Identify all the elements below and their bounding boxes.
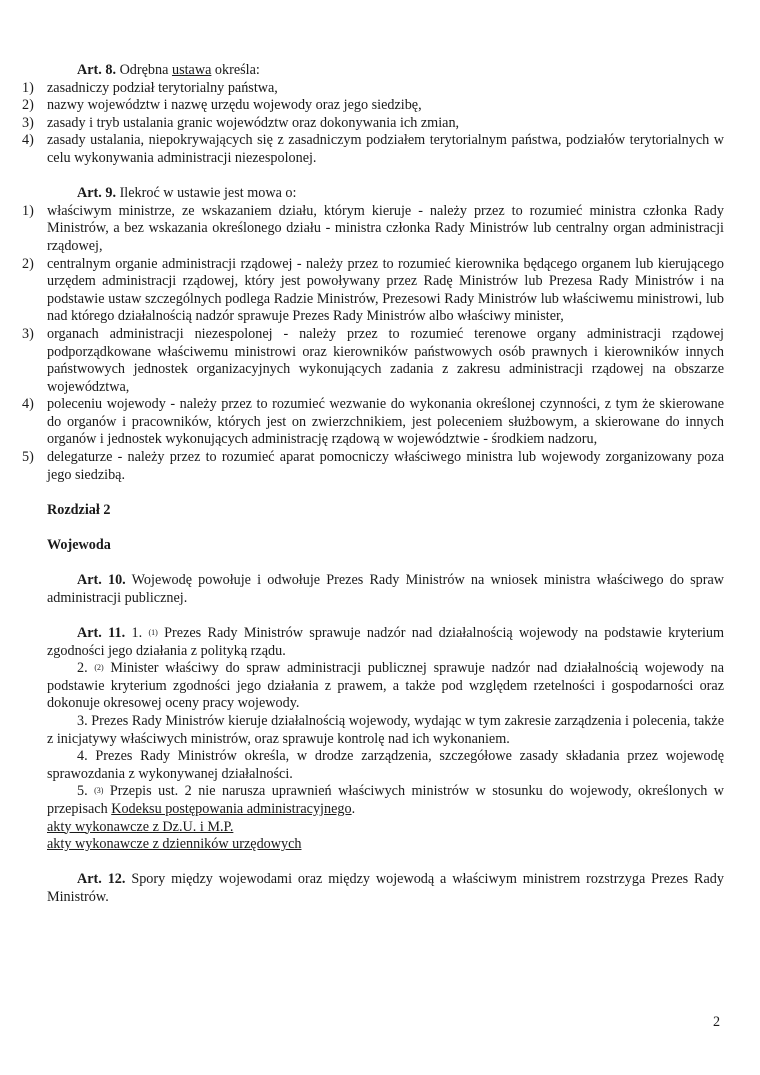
list-text: zasadniczy podział terytorialny państwa, [47, 79, 278, 96]
art11-p2-num: 2. [77, 660, 88, 677]
art11-p1-num: 1. [131, 625, 143, 641]
list-number: 3) [22, 325, 34, 342]
footnote-1: (1) [148, 628, 158, 637]
list-text: poleceniu wojewody - należy przez to rozumieć wezwanie do wykonania określonej czynności, z tym że skierowane do organów i pracowników, których jest on zwierzchnikiem, jest poleceniem służbowym, a skierowane do innych organów i jednostek wykonujących administrację rządową w województwie - środkiem nadzoru, [47, 396, 724, 448]
list-item [22, 449, 724, 484]
list-item [22, 326, 724, 396]
acts-links-1-wrap [22, 819, 724, 837]
list-number: 1) [22, 202, 34, 219]
list-text: właściwym ministrze, ze wskazaniem działu, którym kieruje - należy przez to rozumieć ministra członka Rady Ministrów, a bez wskazania określonego działu - ministra członka Rady Ministrów lub centralny organ administracji rządowej, [47, 202, 724, 254]
kpa-link[interactable]: Kodeksu postępowania administracyjnego [111, 800, 352, 817]
art11-p5-num: 5. [77, 783, 88, 800]
art9-label: Art. 9. [77, 185, 117, 202]
footnote-2: (2) [94, 663, 104, 673]
art12-text: Spory między wojewodami oraz między wojewodą a właściwym ministrem rozstrzyga Prezes Rady Ministrów. [47, 871, 724, 905]
list-text: zasady i tryb ustalania granic województw oraz dokonywania ich zmian, [47, 114, 460, 131]
acts-links-2-wrap [22, 836, 724, 854]
acts-official-journals-link[interactable]: akty wykonawcze z dzienników urzędowych [47, 836, 302, 853]
art10 [22, 572, 724, 607]
art11-p3: 3. Prezes Rady Ministrów kieruje działalnością wojewody, wydając w tym zakresie zarządzenia i polecenia, także z inicjatywy właściwych ministrów, oraz sprawuje kontrolę nad ich wykonaniem. [47, 712, 724, 747]
list-number: 2) [22, 97, 34, 114]
list-text: organach administracji niezespolonej - należy przez to rozumieć terenowe organy administracji rządowej podporządkowane właściwemu ministrowi oraz kierowników państwowych osób prawnych i kierowników innych państwowych jednostek organizacyjnych wykonujących zadania z zakresu administracji rządowej na obszarze województwa, [47, 325, 724, 395]
list-item [22, 256, 724, 326]
page-number: 2 [713, 1014, 721, 1030]
art8-intro-pre: Odrębna [119, 62, 169, 78]
art11-p5-text: Przepis ust. 2 nie narusza uprawnień właściwych ministrów w stosunku do wojewody, określonych w przepisach [47, 783, 724, 817]
list-number: 1) [22, 79, 34, 96]
art11-label: Art. 11. [77, 625, 126, 641]
art9-intro [22, 185, 724, 203]
list-text: nazwy województw i nazwę urzędu wojewody oraz jego siedzibę, [47, 97, 422, 114]
ustawa-link[interactable]: ustawa [171, 62, 212, 78]
art8-intro [22, 62, 724, 80]
list-number: 2) [22, 255, 34, 272]
list-text: zasady ustalania, niepokrywających się z zasadniczym podziałem terytorialnym państwa, podziałów terytorialnych w celu wykonywania administracji niezespolonej. [47, 132, 724, 166]
list-item [22, 97, 724, 115]
art12 [22, 871, 724, 906]
art10-text: Wojewodę powołuje i odwołuje Prezes Rady Ministrów na wniosek ministra właściwego do spraw administracji publicznej. [47, 572, 724, 606]
list-item [22, 203, 724, 256]
list-item [22, 396, 724, 449]
list-text: centralnym organie administracji rządowej - należy przez to rozumieć kierownika będącego organem lub kierującego urzędem administracji rządowej, który jest powoływany przez Radę Ministrów lub Prezesa Rady Ministrów i na podstawie ustaw szczególnych podlega Radzie Ministrów, Prezesowi Rady Ministrów lub właściwemu ministrowi, lub nad którego działalnością nadzór sprawuje Prezes Rady Ministrów albo właściwy minister, [47, 255, 724, 325]
chapter-title: Wojewoda [47, 537, 111, 554]
art11-p2 [22, 660, 724, 713]
list-item [22, 80, 724, 98]
list-item [22, 132, 724, 167]
art11-p4: 4. Prezes Rady Ministrów określa, w drodze zarządzenia, szczegółowe zasady składania przez wojewodę sprawozdania z wykonywanej działalności. [47, 748, 724, 782]
art8-intro-post: określa: [214, 62, 260, 78]
art12-label: Art. 12. [77, 871, 126, 888]
art11-p5-end: . [351, 800, 356, 817]
list-number: 4) [22, 396, 34, 413]
list-item [22, 115, 724, 133]
art11-p5 [22, 783, 724, 818]
art8-label: Art. 8. [77, 62, 117, 78]
list-text: delegaturze - należy przez to rozumieć aparat pomocniczy właściwego ministra lub wojewody zorganizowany poza jego siedzibą. [47, 449, 724, 483]
footnote-3: (3) [94, 786, 104, 796]
art11-p2-text: Minister właściwy do spraw administracji publicznej sprawuje nadzór nad działalnością wojewody na podstawie kryterium zgodności jego działania z prawem, a także pod względem rzetelności i gospodarności oraz dokonuje okresowej oceny pracy wojewody. [47, 660, 725, 712]
art10-label: Art. 10. [77, 572, 126, 589]
document-page [22, 62, 724, 907]
art11-p1 [22, 625, 724, 660]
list-number: 4) [22, 132, 34, 149]
acts-dzu-mp-link[interactable]: akty wykonawcze z Dz.U. i M.P. [47, 818, 234, 835]
chapter-label: Rozdział 2 [47, 501, 111, 518]
art9-intro-text: Ilekroć w ustawie jest mowa o: [119, 185, 297, 202]
list-number: 5) [22, 449, 34, 466]
art11-p1-text: Prezes Rady Ministrów sprawuje nadzór nad działalnością wojewody na podstawie kryterium zgodności jego działania z polityką rządu. [47, 625, 725, 659]
list-number: 3) [22, 114, 34, 131]
